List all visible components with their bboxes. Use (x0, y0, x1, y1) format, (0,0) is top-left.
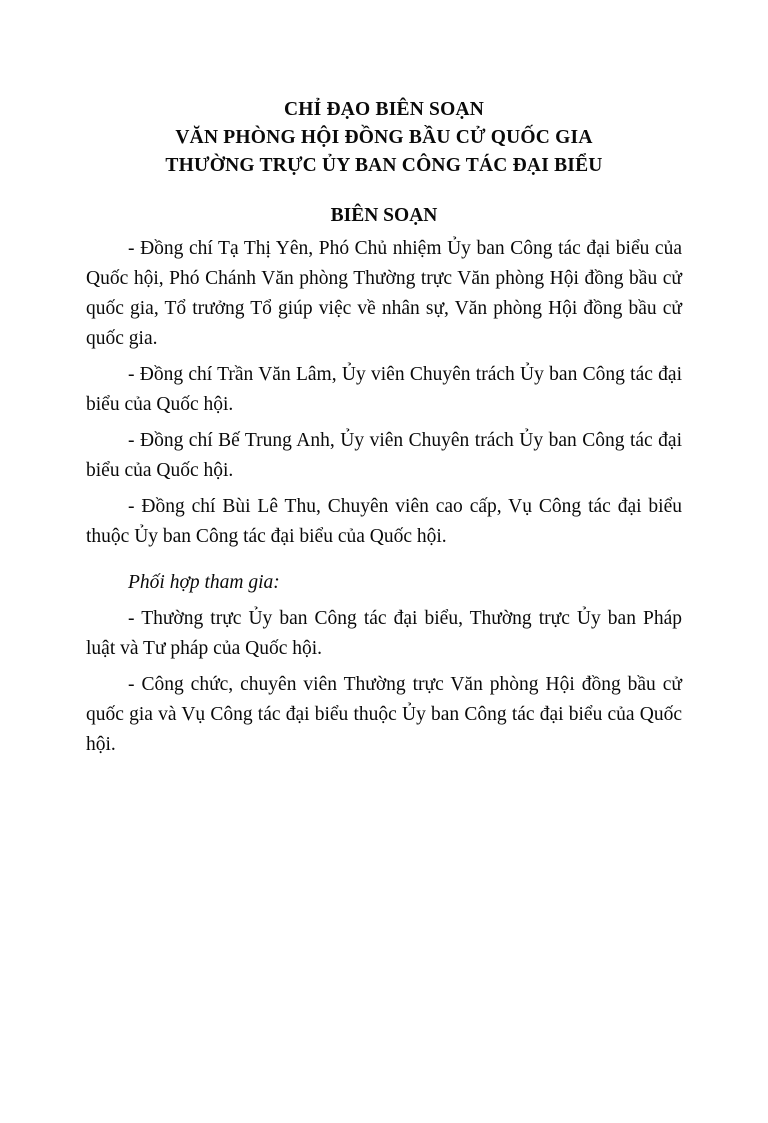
heading-line-1: CHỈ ĐẠO BIÊN SOẠN (283, 99, 485, 120)
participant-paragraph-1: - Thường trực Ủy ban Công tác đại biểu, Thường trực Ủy ban Pháp luật và Tư pháp của Quốc hội. (86, 608, 682, 659)
spacer (86, 558, 682, 568)
document-heading (86, 96, 682, 180)
document-body (86, 96, 682, 760)
section-title-bien-soan: BIÊN SOẠN (330, 205, 438, 226)
entry-paragraph-3: - Đồng chí Bế Trung Anh, Ủy viên Chuyên trách Ủy ban Công tác đại biểu của Quốc hội. (86, 430, 682, 481)
entry-paragraph-4: - Đồng chí Bùi Lê Thu, Chuyên viên cao cấp, Vụ Công tác đại biểu thuộc Ủy ban Công tác đại biểu của Quốc hội. (86, 496, 682, 547)
heading-line-2: VĂN PHÒNG HỘI ĐỒNG BẦU CỬ QUỐC GIA (175, 127, 593, 148)
participant-paragraph-2: - Công chức, chuyên viên Thường trực Văn phòng Hội đồng bầu cử quốc gia và Vụ Công tác đại biểu thuộc Ủy ban Công tác đại biểu của Quốc hội. (86, 674, 682, 755)
entry-paragraph-1: - Đồng chí Tạ Thị Yên, Phó Chủ nhiệm Ủy ban Công tác đại biểu của Quốc hội, Phó Chánh Văn phòng Thường trực Văn phòng Hội đồng bầu cử quốc gia, Tổ trưởng Tổ giúp việc về nhân sự, Văn phòng Hội đồng bầu cử quốc gia. (86, 238, 682, 349)
heading-line-3: THƯỜNG TRỰC ỦY BAN CÔNG TÁC ĐẠI BIỂU (165, 155, 603, 176)
entry-paragraph-2: - Đồng chí Trần Văn Lâm, Ủy viên Chuyên trách Ủy ban Công tác đại biểu của Quốc hội. (86, 364, 682, 415)
subsection-title-phoi-hop: Phối hợp tham gia: (128, 572, 280, 593)
